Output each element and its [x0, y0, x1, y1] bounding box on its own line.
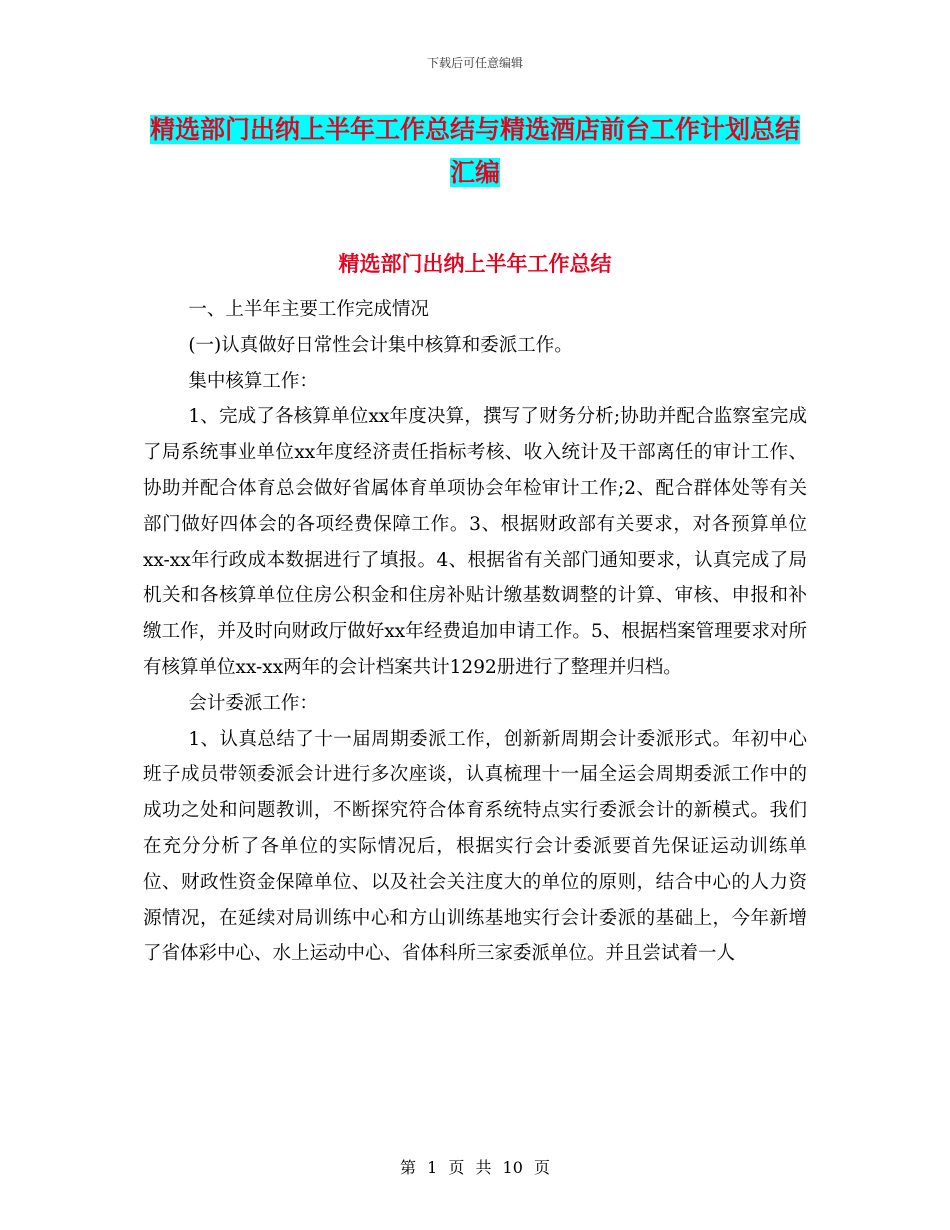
paragraph-label-accounting-delegation: 会计委派工作： — [188, 692, 318, 714]
body-text — [143, 292, 807, 972]
paragraph-centralized-accounting-details: 1、完成了各核算单位xx年度决算，撰写了财务分析;协助并配合监察室完成了局系统事业单位xx年度经济责任指标考核、收入统计及干部离任的审计工作、协助并配合体育总会做好省属体育单项协会年检审计工作;2、配合群体处等有关部门做好四体会的各项经费保障工作。3、根据财政部有关要求，对各预算单位xx-xx年行政成本数据进行了填报。4、根据省有关部门通知要求，认真完成了局机关和各核算单位住房公积金和住房补贴计缴基数调整的计算、审核、申报和补缴工作，并及时向财政厅做好xx年经费追加申请工作。5、根据档案管理要求对所有核算单位xx-xx两年的会计档案共计1292册进行了整理并归档。 — [143, 406, 807, 678]
document-title-text: 精选部门出纳上半年工作总结与精选酒店前台工作计划总结汇编 — [149, 115, 800, 187]
paragraph-label-centralized-accounting: 集中核算工作： — [188, 370, 318, 392]
paragraph-subheading-1: (一)认真做好日常性会计集中核算和委派工作。 — [188, 334, 573, 356]
document-title — [140, 108, 810, 194]
section-title: 精选部门出纳上半年工作总结 — [338, 252, 612, 276]
paragraph-heading-1: 一、上半年主要工作完成情况 — [188, 299, 429, 320]
page-footer: 第 1 页 共 10 页 — [400, 1158, 550, 1177]
paragraph-accounting-delegation-details: 1、认真总结了十一届周期委派工作，创新新周期会计委派形式。年初中心班子成员带领委派会计进行多次座谈，认真梳理十一届全运会周期委派工作中的成功之处和问题教训，不断探究符合体育系统特点实行委派会计的新模式。我们在充分分析了各单位的实际情况后，根据实行会计委派要首先保证运动训练单位、财政性资金保障单位、以及社会关注度大的单位的原则，结合中心的人力资源情况，在延续对局训练中心和方山训练基地实行会计委派的基础上，今年新增了省体彩中心、水上运动中心、省体科所三家委派单位。并且尝试着一人 — [143, 728, 807, 965]
header-note: 下载后可任意编辑 — [426, 56, 523, 70]
